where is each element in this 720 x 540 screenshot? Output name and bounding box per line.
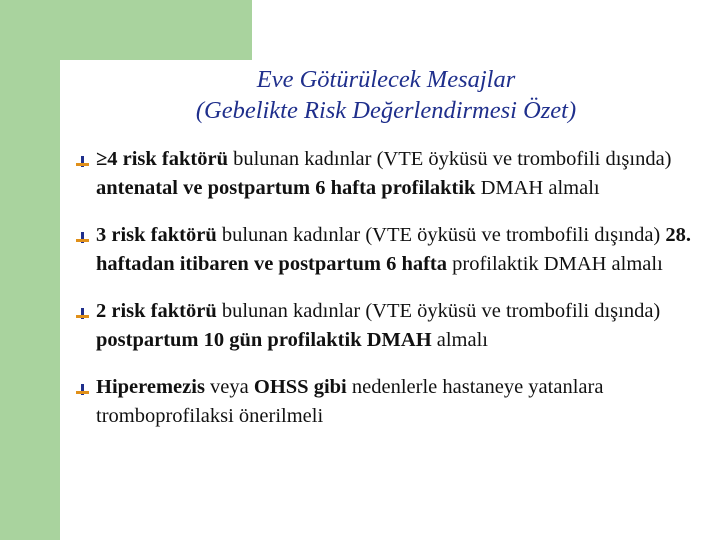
bullet-item bbox=[74, 373, 704, 431]
bullet-item bbox=[74, 297, 704, 355]
pushpin-bullet-icon bbox=[76, 232, 90, 246]
bullet-text: bulunan kadınlar (VTE öyküsü ve trombofili dışında) bbox=[216, 224, 666, 246]
slide-title bbox=[90, 64, 682, 126]
green-top-decoration bbox=[0, 0, 252, 60]
bullet-text: veya bbox=[204, 376, 254, 398]
bullet-text: nedenlerle hastaneye yatanlara tromboprofilaksi önerilmeli bbox=[96, 376, 604, 427]
slide-title-line2: (Gebelikte Risk Değerlendirmesi Özet) bbox=[195, 97, 577, 124]
pushpin-bullet-icon bbox=[76, 308, 90, 322]
bullet-emphasis: 2 risk faktörü bbox=[96, 300, 217, 322]
bullet-text: bulunan kadınlar (VTE öyküsü ve trombofili dışında) bbox=[227, 148, 672, 170]
bullet-text: DMAH almalı bbox=[475, 177, 600, 199]
pushpin-bullet-icon bbox=[76, 384, 90, 398]
bullet-emphasis: OHSS gibi bbox=[253, 376, 347, 398]
bullet-emphasis: 28. haftadan itibaren ve postpartum 6 hafta bbox=[96, 224, 691, 275]
bullet-text: bulunan kadınlar (VTE öyküsü ve trombofili dışında) bbox=[216, 300, 661, 322]
bullet-emphasis: postpartum 10 gün profilaktik DMAH bbox=[96, 329, 432, 351]
green-sidebar-decoration bbox=[0, 0, 60, 540]
bullet-emphasis: antenatal ve postpartum 6 hafta profilaktik bbox=[96, 177, 476, 199]
bullet-list bbox=[74, 145, 704, 431]
bullet-text: profilaktik DMAH almalı bbox=[447, 253, 663, 275]
bullet-text: almalı bbox=[431, 329, 488, 351]
slide-title-line1: Eve Götürülecek Mesajlar bbox=[256, 66, 516, 93]
bullet-item bbox=[74, 145, 704, 203]
bullet-emphasis: ≥4 risk faktörü bbox=[96, 148, 228, 170]
pushpin-bullet-icon bbox=[76, 156, 90, 170]
bullet-emphasis: Hiperemezis bbox=[96, 376, 205, 398]
bullet-emphasis: 3 risk faktörü bbox=[96, 224, 217, 246]
bullet-item bbox=[74, 221, 704, 279]
